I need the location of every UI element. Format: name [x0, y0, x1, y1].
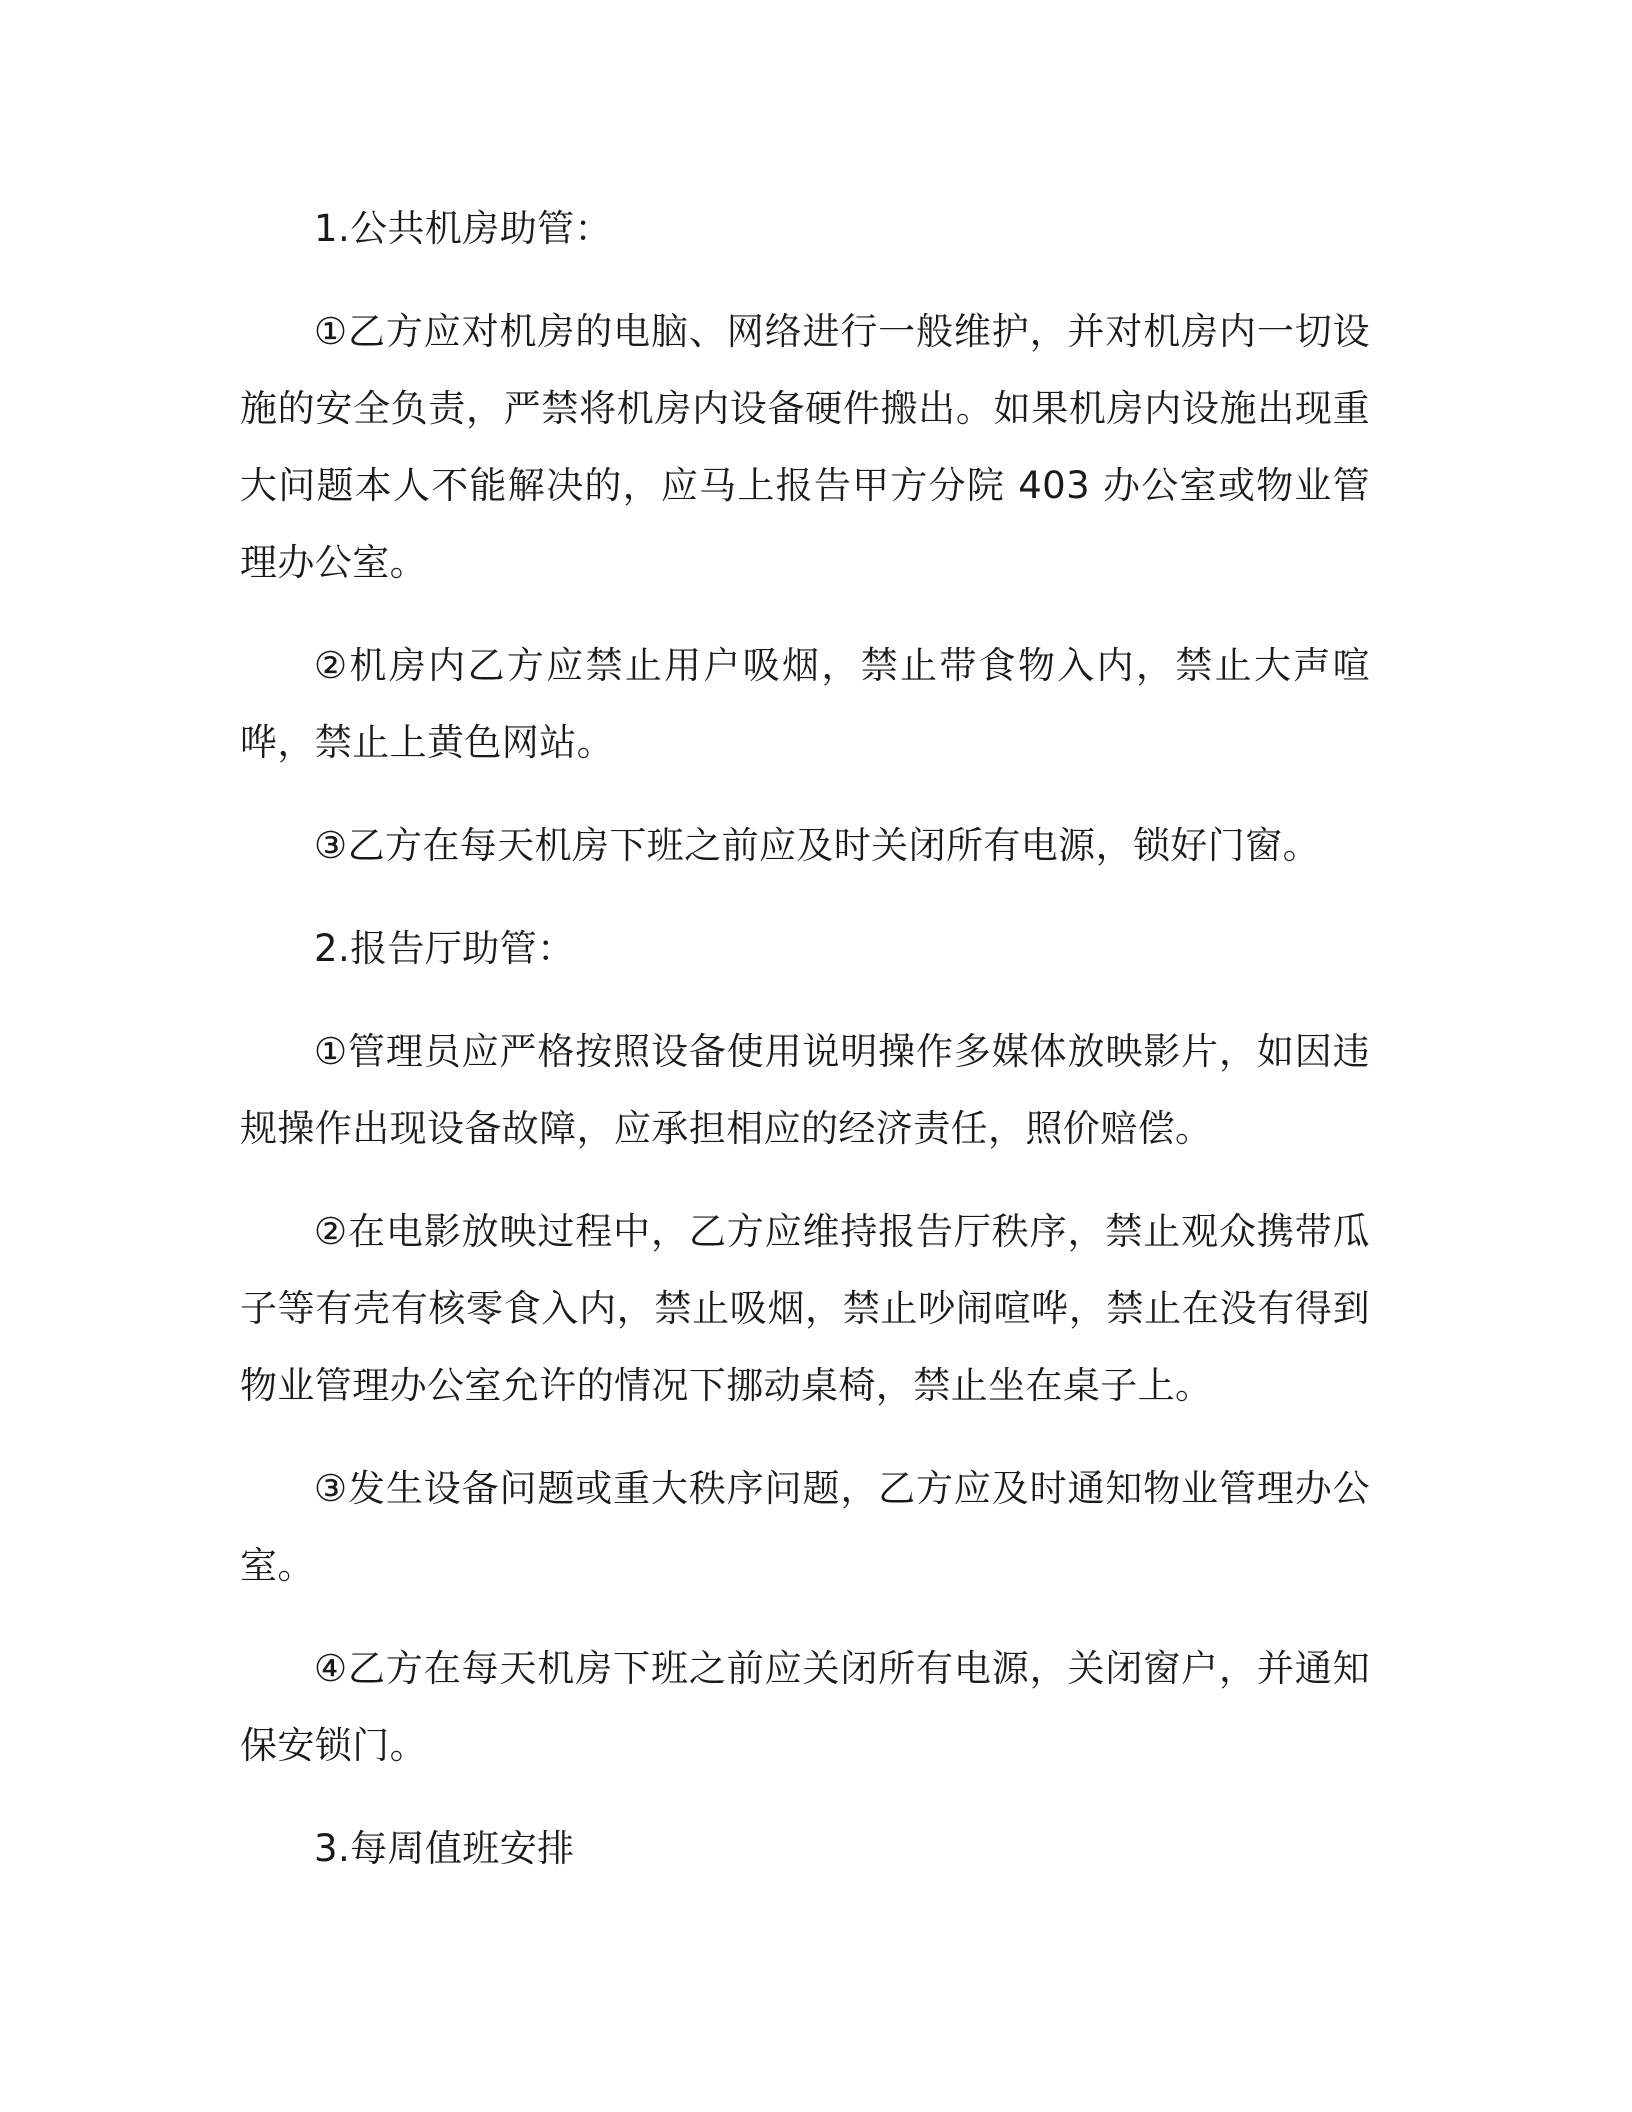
paragraph: ④乙方在每天机房下班之前应关闭所有电源，关闭窗户，并通知保安锁门。 — [240, 1647, 1370, 1767]
document-body — [240, 190, 1370, 1913]
section-heading-1: 1.公共机房助管： — [314, 207, 612, 250]
paragraph: ①乙方应对机房的电脑、网络进行一般维护，并对机房内一切设施的安全负责，严禁将机房内设备硬件搬出。如果机房内设施出现重大问题本人不能解决的，应马上报告甲方分院 403 办公室或物业管理办公室。 — [240, 310, 1370, 584]
section-heading-2: 2.报告厅助管： — [314, 927, 575, 970]
paragraph: ②机房内乙方应禁止用户吸烟，禁止带食物入内，禁止大声喧哗，禁止上黄色网站。 — [240, 644, 1370, 764]
section-heading-3: 3.每周值班安排 — [314, 1827, 575, 1870]
paragraph: ③发生设备问题或重大秩序问题，乙方应及时通知物业管理办公室。 — [240, 1467, 1370, 1587]
paragraph: ①管理员应严格按照设备使用说明操作多媒体放映影片，如因违规操作出现设备故障，应承担相应的经济责任，照价赔偿。 — [240, 1030, 1370, 1150]
paragraph: ②在电影放映过程中，乙方应维持报告厅秩序，禁止观众携带瓜子等有壳有核零食入内，禁止吸烟，禁止吵闹喧哗，禁止在没有得到物业管理办公室允许的情况下挪动桌椅，禁止坐在桌子上。 — [240, 1210, 1370, 1407]
paragraph: ③乙方在每天机房下班之前应及时关闭所有电源，锁好门窗。 — [314, 824, 1320, 867]
